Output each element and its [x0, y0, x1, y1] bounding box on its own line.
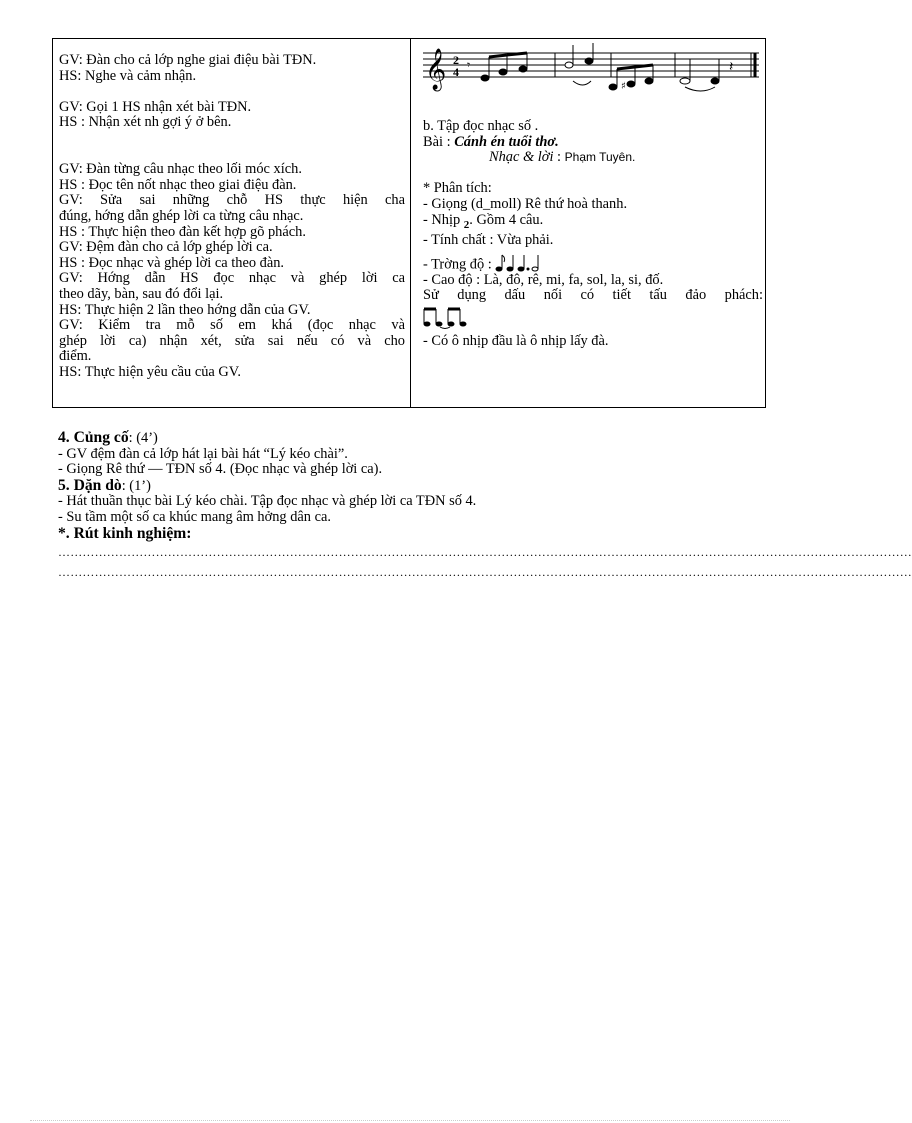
- analysis-duration: - Trờng độ :: [423, 253, 763, 273]
- author-name: Phạm Tuyên.: [564, 150, 636, 165]
- activity-line: HS : Nhận xét nh gợi ý ở bên.: [59, 114, 232, 131]
- author-line: Nhạc & lời : Phạm Tuyên.: [489, 149, 636, 166]
- analysis-syncopation: Sử dụng dấu nối có tiết tấu đảo phách:: [423, 287, 763, 304]
- treble-clef-icon: 𝄞: [425, 49, 447, 90]
- syncopation-rhythm-icon: [423, 306, 469, 328]
- note-line: …………………………………………………………………………………………………………………………………………………………………………………………: [58, 564, 912, 579]
- activity-line: theo dãy, bàn, sau đó đổi lại.: [59, 285, 224, 302]
- svg-text:𝄽: 𝄽: [729, 59, 734, 75]
- section-title: b. Tập đọc nhạc số .: [423, 118, 539, 134]
- song-title-line: Bài : Cánh én tuổi thơ.: [423, 133, 559, 150]
- song-title: Cánh én tuổi thơ.: [454, 133, 559, 150]
- experience-heading: *. Rút kinh nghiệm:: [58, 524, 192, 542]
- homework-heading: 5. Dặn dò: [58, 476, 122, 494]
- table-divider: [410, 39, 411, 407]
- analysis-title: * Phân tích:: [423, 180, 492, 197]
- activity-line: GV: Đàn cho cả lớp nghe giai điệu bài TĐN.: [59, 52, 317, 68]
- homework-item: - Su tầm một số ca khúc mang âm hởng dân ca.: [58, 508, 331, 525]
- lesson-table: [52, 38, 766, 408]
- analysis-character: - Tính chất : Vừa phải.: [423, 232, 554, 249]
- consolidation-heading: 4. Củng cố: [58, 429, 129, 446]
- note-line: …………………………………………………………………………………………………………………………………………………………………………………………: [58, 545, 912, 560]
- consolidation-item: - GV đệm đàn cả lớp hát lại bài hát “Lý kéo chài”.: [58, 445, 348, 462]
- svg-text:♯: ♯: [621, 81, 626, 92]
- analysis-key: - Giọng (d_moll) Rê thứ hoà thanh.: [423, 195, 628, 212]
- svg-text:𝄾: 𝄾: [467, 58, 471, 72]
- analysis-anacrusis: - Có ô nhịp đầu là ô nhịp lấy đà.: [423, 332, 609, 349]
- activity-line: HS : Đọc nhạc và ghép lời ca theo đàn.: [59, 254, 285, 271]
- teacher-student-activities: [59, 53, 405, 380]
- activity-line: ghép lời ca) nhận xét, sửa sai nếu có và cho: [59, 332, 405, 349]
- activity-line: GV: Gọi 1 HS nhận xét bài TĐN.: [59, 98, 252, 115]
- activity-line: GV: Sửa sai những chỗ HS thực hiện cha: [59, 192, 405, 209]
- activity-line: điểm.: [59, 348, 92, 365]
- lesson-closing: [58, 429, 912, 580]
- activity-line: đúng, hớng dẫn ghép lời ca từng câu nhạc.: [59, 207, 304, 224]
- page-edge-divider: [30, 1120, 790, 1122]
- activity-line: GV: Kiểm tra mỗ số em khá (đọc nhạc và: [59, 317, 405, 334]
- homework-item: - Hát thuần thục bài Lý kéo chài. Tập đọc nhạc và ghép lời ca TĐN số 4.: [58, 493, 477, 510]
- activity-line: HS: Nghe và cảm nhận.: [59, 67, 197, 84]
- activity-line: GV: Hớng dẫn HS đọc nhạc và ghép lời ca: [59, 270, 405, 287]
- music-score-image: [423, 41, 759, 97]
- activity-line: HS : Thực hiện theo đàn kết hợp gõ phách.: [59, 223, 306, 240]
- analysis-meter: - Nhịp $_2$. Gồm 4 câu.: [423, 211, 544, 231]
- activity-line: HS: Thực hiện yêu cầu của GV.: [59, 363, 241, 380]
- analysis-pitches: - Cao độ : Là, đô, rê, mi, fa, sol, la, si, đố.: [423, 271, 664, 288]
- homework-heading-line: 5. Dặn dò: (1’): [58, 476, 151, 494]
- svg-text:4: 4: [453, 65, 459, 79]
- activity-line: GV: Đệm đàn cho cả lớp ghép lời ca.: [59, 239, 273, 256]
- consolidation-item: - Giọng Rê thứ — TĐN số 4. (Đọc nhạc và ghép lời ca).: [58, 461, 383, 478]
- consolidation-heading-line: 4. Củng cố: (4’): [58, 429, 158, 446]
- activity-line: HS : Đọc tên nốt nhạc theo giai điệu đàn.: [59, 176, 297, 193]
- svg-text:2: 2: [453, 53, 459, 67]
- activity-line: HS: Thực hiện 2 lần theo hớng dẫn của GV.: [59, 301, 311, 318]
- rhythm-notes-icon: [495, 253, 543, 273]
- activity-line: GV: Đàn từng câu nhạc theo lối móc xích.: [59, 161, 302, 178]
